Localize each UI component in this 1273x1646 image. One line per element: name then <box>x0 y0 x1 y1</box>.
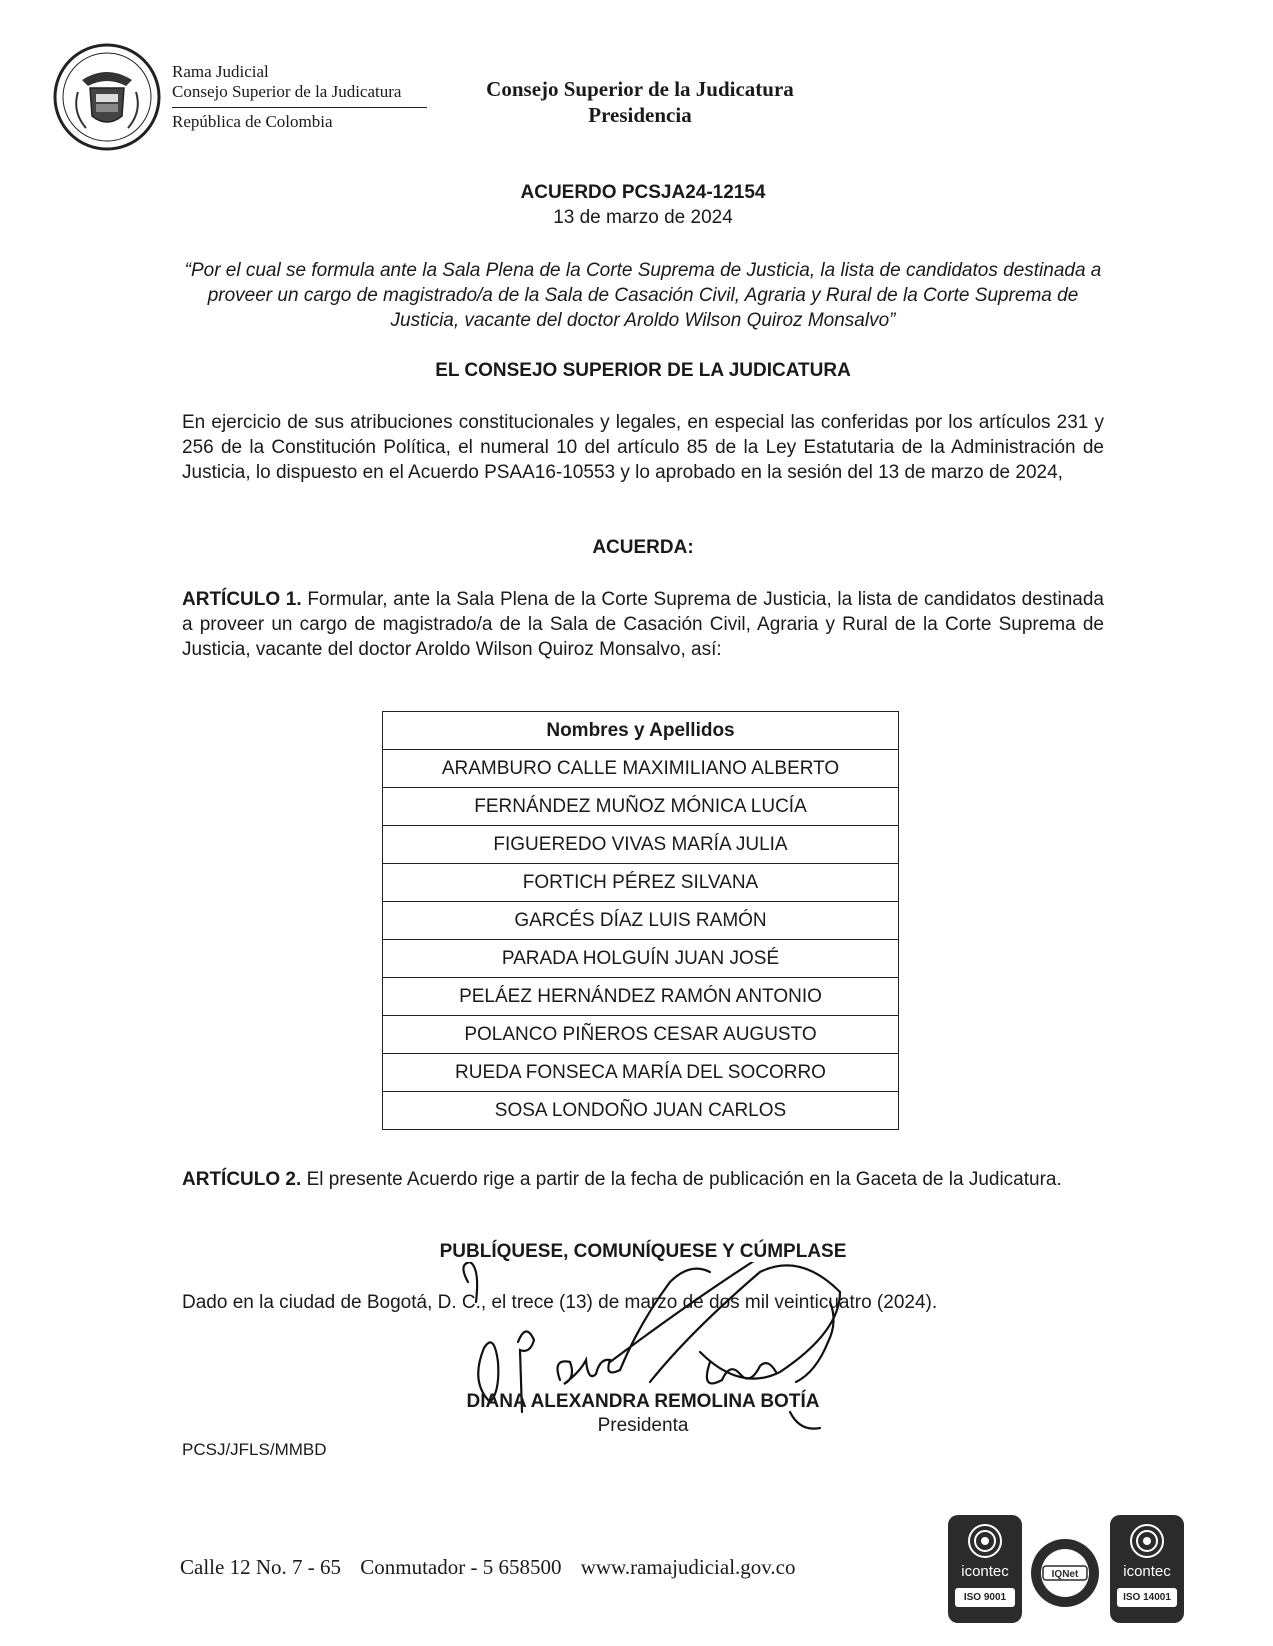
cert1-brand: icontec <box>961 1563 1009 1580</box>
table-row <box>383 826 899 864</box>
footer-address: Calle 12 No. 7 - 65 <box>180 1555 341 1579</box>
article-2 <box>182 1167 1104 1192</box>
table-row <box>383 788 899 826</box>
footer-phone: Conmutador - 5 658500 <box>360 1555 562 1579</box>
candidate-name: FIGUEREDO VIVAS MARÍA JULIA <box>383 826 899 864</box>
article-1 <box>182 587 1104 662</box>
candidate-name: FORTICH PÉREZ SILVANA <box>383 864 899 902</box>
cert2-iso: ISO 14001 <box>1117 1588 1177 1607</box>
table-header-names: Nombres y Apellidos <box>383 712 899 750</box>
table-row <box>383 902 899 940</box>
article-1-text: Formular, ante la Sala Plena de la Corte Suprema de Justicia, la lista de candidatos destinada a proveer un cargo de magistrado/a de la Sala de Casación Civil, Agraria y Rural de la Corte Suprema de Justicia, vacante del doctor Aroldo Wilson Quiroz Monsalvo, así: <box>182 589 1104 660</box>
iqnet-label: IQNet <box>1051 1569 1079 1580</box>
org-line-rama: Rama Judicial <box>172 62 269 81</box>
table-header-row <box>383 712 899 750</box>
pres-line-presidencia: Presidencia <box>588 103 692 127</box>
table-row <box>383 1016 899 1054</box>
candidates-table <box>382 711 899 1130</box>
table-row <box>383 1054 899 1092</box>
cert1-iso: ISO 9001 <box>955 1588 1015 1607</box>
acuerdo-date: 13 de marzo de 2024 <box>553 207 733 228</box>
article-1-label: ARTÍCULO 1. <box>182 589 302 610</box>
candidate-name: ARAMBURO CALLE MAXIMILIANO ALBERTO <box>383 750 899 788</box>
acuerdo-title: “Por el cual se formula ante la Sala Plena de la Corte Suprema de Justicia, la lista de candidatos destinada a proveer un cargo de magistrado/a de la Sala de Casación Civil, Agraria y Rural de la Corte Suprema de Justicia, vacante del doctor Aroldo Wilson Quiroz Monsalvo” <box>184 260 1102 331</box>
article-2-label: ARTÍCULO 2. <box>182 1169 302 1190</box>
table-row <box>383 978 899 1016</box>
signer-name: DIANA ALEXANDRA REMOLINA BOTÍA <box>466 1391 820 1412</box>
org-block <box>172 62 427 132</box>
candidate-name: POLANCO PIÑEROS CESAR AUGUSTO <box>383 1016 899 1054</box>
candidate-name: PELÁEZ HERNÁNDEZ RAMÓN ANTONIO <box>383 978 899 1016</box>
footer-website[interactable]: www.ramajudicial.gov.co <box>580 1555 796 1579</box>
org-line-consejo: Consejo Superior de la Judicatura <box>172 82 402 101</box>
signer-role: Presidenta <box>597 1415 689 1436</box>
table-row <box>383 864 899 902</box>
acuerdo-number: ACUERDO PCSJA24-12154 <box>520 182 766 203</box>
iqnet-icon <box>1029 1537 1101 1609</box>
candidate-name: PARADA HOLGUÍN JUAN JOSÉ <box>383 940 899 978</box>
candidate-name: SOSA LONDOÑO JUAN CARLOS <box>383 1092 899 1130</box>
consejo-heading: EL CONSEJO SUPERIOR DE LA JUDICATURA <box>435 360 851 381</box>
candidate-name: GARCÉS DÍAZ LUIS RAMÓN <box>383 902 899 940</box>
table-row <box>383 1092 899 1130</box>
acuerda-heading: ACUERDA: <box>592 537 694 558</box>
icontec-iso14001-badge <box>1110 1515 1184 1623</box>
coat-of-arms-icon <box>52 42 162 152</box>
org-divider <box>172 107 427 108</box>
certification-icon <box>967 1523 1003 1559</box>
candidate-name: FERNÁNDEZ MUÑOZ MÓNICA LUCÍA <box>383 788 899 826</box>
document-reference: PCSJ/JFLS/MMBD <box>182 1440 327 1459</box>
footer-contact <box>180 1555 810 1580</box>
publiquese-heading: PUBLÍQUESE, COMUNÍQUESE Y CÚMPLASE <box>439 1241 847 1262</box>
org-line-republica: República de Colombia <box>172 112 333 131</box>
table-row <box>383 750 899 788</box>
icontec-iso9001-badge <box>948 1515 1022 1623</box>
article-2-text: El presente Acuerdo rige a partir de la fecha de publicación en la Gaceta de la Judicatura. <box>306 1169 1062 1190</box>
certification-icon <box>1129 1523 1165 1559</box>
table-row <box>383 940 899 978</box>
presidencia-heading <box>470 76 810 128</box>
preamble: En ejercicio de sus atribuciones constitucionales y legales, en especial las conferidas por los artículos 231 y 256 de la Constitución Política, el numeral 10 del artículo 85 de la Ley Estatutaria de la Administración de Justicia, lo dispuesto en el Acuerdo PSAA16-10553 y lo aprobado en la sesión del 13 de marzo de 2024, <box>182 412 1104 483</box>
candidate-name: RUEDA FONSECA MARÍA DEL SOCORRO <box>383 1054 899 1092</box>
pres-line-consejo: Consejo Superior de la Judicatura <box>486 77 794 101</box>
dado-statement: Dado en la ciudad de Bogotá, D. C., el trece (13) de marzo de dos mil veinticuatro (2024). <box>182 1292 938 1313</box>
cert2-brand: icontec <box>1123 1563 1171 1580</box>
